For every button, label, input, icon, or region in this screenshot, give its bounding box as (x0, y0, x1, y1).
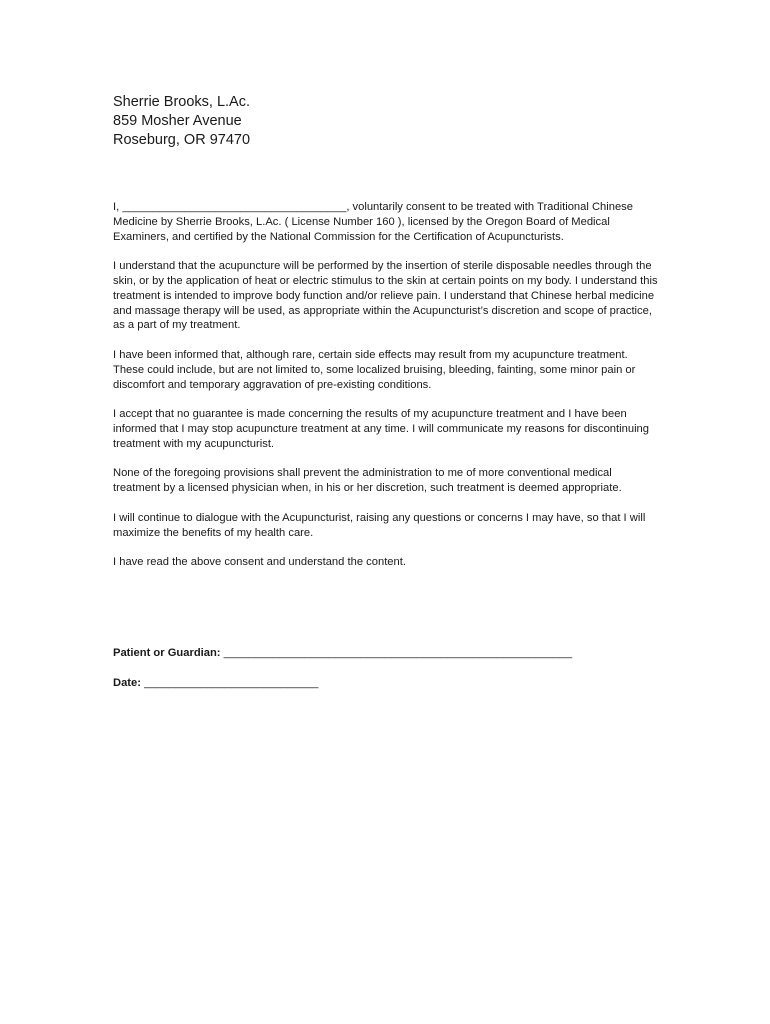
date-line[interactable]: ____________________________ (144, 677, 319, 689)
signature-block (113, 646, 572, 706)
date-label: Date: (113, 677, 141, 689)
letterhead (113, 93, 250, 150)
consent-paragraph-no-guarantee: I accept that no guarantee is made concerning the results of my acupuncture treatment and I have been informed that I may stop acupuncture treatment at any time. I will communicate my reasons for discontinuing treatment with my acupuncturist. (113, 408, 650, 450)
date-row[interactable] (113, 676, 572, 691)
street-address: 859 Mosher Avenue (113, 113, 242, 129)
consent-paragraph-conventional-treatment: None of the foregoing provisions shall prevent the administration to me of more conventional medical treatment by a licensed physician when, in his or her discretion, such treatment is deemed appropriate. (113, 467, 622, 495)
city-state-zip: Roseburg, OR 97470 (113, 132, 251, 148)
consent-paragraph-procedure: I understand that the acupuncture will be performed by the insertion of sterile disposable needles through the skin, or by the application of heat or electric stimulus to the skin at certain points on my body. I understand this treatment is intended to improve body function and/or relieve pain. I understand that Chinese herbal medicine and massage therapy will be used, as appropriate within the Acupuncturist’s discretion and scope of practice, as a part of my treatment. (113, 260, 658, 332)
patient-guardian-label: Patient or Guardian: (113, 647, 221, 659)
consent-paragraph-intro: I, ____________________________________, voluntarily consent to be treated with Traditional Chinese Medicine by Sherrie Brooks, L.Ac. ( License Number 160 ), licensed by the Oregon Board of Medical Examiners, and certified by the National Commission for the Certification of Acupuncturists. (113, 201, 633, 243)
consent-body (113, 200, 658, 585)
consent-paragraph-acknowledgement: I have read the above consent and understand the content. (113, 556, 406, 569)
consent-paragraph-side-effects: I have been informed that, although rare, certain side effects may result from my acupuncture treatment. These could include, but are not limited to, some localized bruising, bleeding, fainting, some minor pain or discomfort and temporary aggravation of pre-existing conditions. (113, 348, 636, 391)
patient-signature-line[interactable]: ________________________________________________________ (223, 647, 573, 659)
patient-signature-row[interactable] (113, 646, 572, 661)
practitioner-name: Sherrie Brooks, L.Ac. (113, 94, 250, 110)
consent-paragraph-dialogue: I will continue to dialogue with the Acupuncturist, raising any questions or concerns I may have, so that I will maximize the benefits of my health care. (113, 511, 646, 539)
